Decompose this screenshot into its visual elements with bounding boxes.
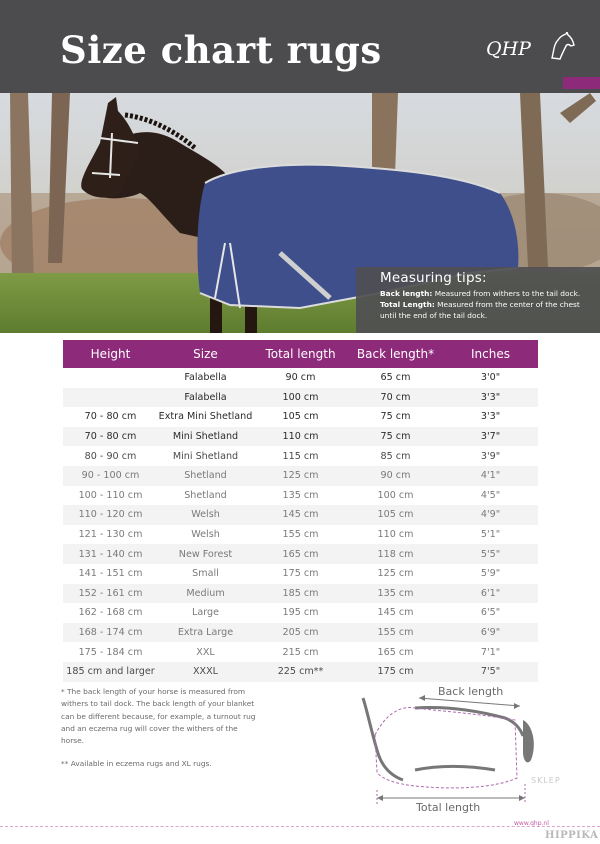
cell-height: 185 cm and larger <box>66 666 155 678</box>
cell-total-length: 175 cm <box>282 568 319 580</box>
cell-total-length: 165 cm <box>282 548 319 560</box>
table-row <box>63 564 538 584</box>
brand-logo: QHP <box>486 38 531 60</box>
total-length-tip-cont: until the end of the tail dock. <box>380 311 488 320</box>
cell-back-length: 105 cm <box>377 509 414 521</box>
table-row <box>63 466 538 486</box>
table-row <box>63 505 538 525</box>
watermark-hippika: HIPPIKA <box>545 830 599 841</box>
cell-back-length: 75 cm <box>380 411 411 423</box>
cell-size: Welsh <box>191 509 220 521</box>
back-length-footnote: * The back length of your horse is measured from withers to tail dock. The back length of your blanket can be different because, for example, a turnout rug and an eczema rug will cover the withers of the horse. <box>61 687 256 746</box>
cell-height: 121 - 130 cm <box>78 529 143 541</box>
cell-height: 175 - 184 cm <box>78 646 143 658</box>
cell-total-length: 145 cm <box>282 509 319 521</box>
cell-size: Shetland <box>184 489 227 501</box>
cell-total-length: 115 cm <box>282 450 319 462</box>
table-header-row <box>63 340 538 368</box>
cell-total-length: 105 cm <box>282 411 319 423</box>
cell-height: 110 - 120 cm <box>78 509 143 521</box>
back-length-tip-label: Back length: <box>380 289 433 298</box>
cell-inches: 6'9" <box>480 627 501 639</box>
cell-size: XXXL <box>192 666 219 678</box>
cell-inches: 3'0" <box>480 372 501 384</box>
total-length-tip <box>380 299 592 310</box>
cell-size: Mini Shetland <box>172 431 239 443</box>
cell-height: 152 - 161 cm <box>78 587 143 599</box>
cell-back-length: 175 cm <box>377 666 414 678</box>
table-body <box>63 368 538 682</box>
cell-size: Medium <box>186 587 225 599</box>
cell-size: Extra Mini Shetland <box>158 411 253 423</box>
cell-back-length: 85 cm <box>380 450 411 462</box>
total-length-tip-text: Measured from the center of the chest <box>437 300 580 309</box>
cell-total-length: 110 cm <box>282 431 319 443</box>
cell-inches: 5'5" <box>480 548 501 560</box>
cell-total-length: 155 cm <box>282 529 319 541</box>
cell-inches: 5'9" <box>480 568 501 580</box>
cell-height: 80 - 90 cm <box>84 450 137 462</box>
cell-total-length: 185 cm <box>282 587 319 599</box>
header-bar <box>0 0 600 93</box>
cell-height: 162 - 168 cm <box>78 607 143 619</box>
cell-inches: 3'3" <box>480 391 501 403</box>
cell-total-length: 215 cm <box>282 646 319 658</box>
cell-back-length: 145 cm <box>377 607 414 619</box>
table-row <box>63 623 538 643</box>
watermark-sklep: SKLEP <box>531 776 561 785</box>
cell-back-length: 90 cm <box>380 470 411 482</box>
total-length-diagram-label: Total length <box>416 801 481 814</box>
cell-inches: 4'9" <box>480 509 501 521</box>
cell-back-length: 65 cm <box>380 372 411 384</box>
header-back-length: Back length* <box>356 347 435 361</box>
back-length-tip-text: Measured from withers to the tail dock. <box>434 289 581 298</box>
cell-total-length: 225 cm** <box>277 666 324 678</box>
table-row <box>63 446 538 466</box>
cell-size: Large <box>192 607 219 619</box>
table-row <box>63 486 538 506</box>
size-chart-table <box>63 340 538 682</box>
back-length-diagram-label: Back length <box>438 685 504 698</box>
measuring-tips-title: Measuring tips: <box>380 270 487 286</box>
cell-total-length: 90 cm <box>285 372 316 384</box>
cell-height: 131 - 140 cm <box>78 548 143 560</box>
cell-back-length: 125 cm <box>377 568 414 580</box>
cell-height: 90 - 100 cm <box>81 470 140 482</box>
table-row <box>63 642 538 662</box>
cell-size: Shetland <box>184 470 227 482</box>
cell-size: Mini Shetland <box>172 450 239 462</box>
header-size: Size <box>193 347 218 361</box>
cell-size: Falabella <box>184 372 227 384</box>
cell-inches: 6'5" <box>480 607 501 619</box>
table-row <box>63 603 538 623</box>
header-total-length: Total length <box>265 347 336 361</box>
cell-inches: 6'1" <box>480 587 501 599</box>
cell-inches: 4'1" <box>480 470 501 482</box>
table-row <box>63 407 538 427</box>
cell-total-length: 195 cm <box>282 607 319 619</box>
cell-height: 70 - 80 cm <box>84 411 137 423</box>
table-row <box>63 525 538 545</box>
cell-back-length: 75 cm <box>380 431 411 443</box>
cell-total-length: 135 cm <box>282 489 319 501</box>
cell-size: Small <box>192 568 219 580</box>
back-length-tip <box>380 288 592 299</box>
measurement-diagram <box>355 680 545 810</box>
cell-back-length: 135 cm <box>377 587 414 599</box>
cell-back-length: 118 cm <box>377 548 414 560</box>
measuring-tips-box <box>356 267 600 333</box>
total-length-tip-label: Total Length: <box>380 300 435 309</box>
cell-size: Extra Large <box>177 627 234 639</box>
cell-height: 100 - 110 cm <box>78 489 143 501</box>
cell-total-length: 125 cm <box>282 470 319 482</box>
table-row <box>63 544 538 564</box>
cell-inches: 4'5" <box>480 489 501 501</box>
header-height: Height <box>90 347 131 361</box>
availability-footnote: ** Available in eczema rugs and XL rugs. <box>61 759 212 768</box>
table-row <box>63 368 538 388</box>
cell-back-length: 165 cm <box>377 646 414 658</box>
table-row <box>63 388 538 408</box>
page-title: Size chart rugs <box>60 28 382 72</box>
cell-height: 70 - 80 cm <box>84 431 137 443</box>
header-inches: Inches <box>471 347 510 361</box>
footer-divider <box>0 826 600 827</box>
website-url: www.qhp.nl <box>514 820 549 827</box>
cell-inches: 3'3" <box>480 411 501 423</box>
cell-size: Falabella <box>184 391 227 403</box>
horse-head-logo-icon <box>548 32 576 62</box>
cell-inches: 7'5" <box>480 666 501 678</box>
cell-back-length: 155 cm <box>377 627 414 639</box>
cell-size: Welsh <box>191 529 220 541</box>
table-row <box>63 584 538 604</box>
table-row <box>63 427 538 447</box>
cell-back-length: 110 cm <box>377 529 414 541</box>
cell-inches: 5'1" <box>480 529 501 541</box>
table-row <box>63 662 538 682</box>
cell-inches: 7'1" <box>480 646 501 658</box>
cell-inches: 3'9" <box>480 450 501 462</box>
accent-tab <box>563 77 600 89</box>
cell-height: 141 - 151 cm <box>78 568 143 580</box>
cell-back-length: 100 cm <box>377 489 414 501</box>
cell-height: 168 - 174 cm <box>78 627 143 639</box>
cell-size: XXL <box>196 646 215 658</box>
cell-back-length: 70 cm <box>380 391 411 403</box>
cell-total-length: 205 cm <box>282 627 319 639</box>
cell-total-length: 100 cm <box>282 391 319 403</box>
cell-size: New Forest <box>178 548 233 560</box>
cell-inches: 3'7" <box>480 431 501 443</box>
